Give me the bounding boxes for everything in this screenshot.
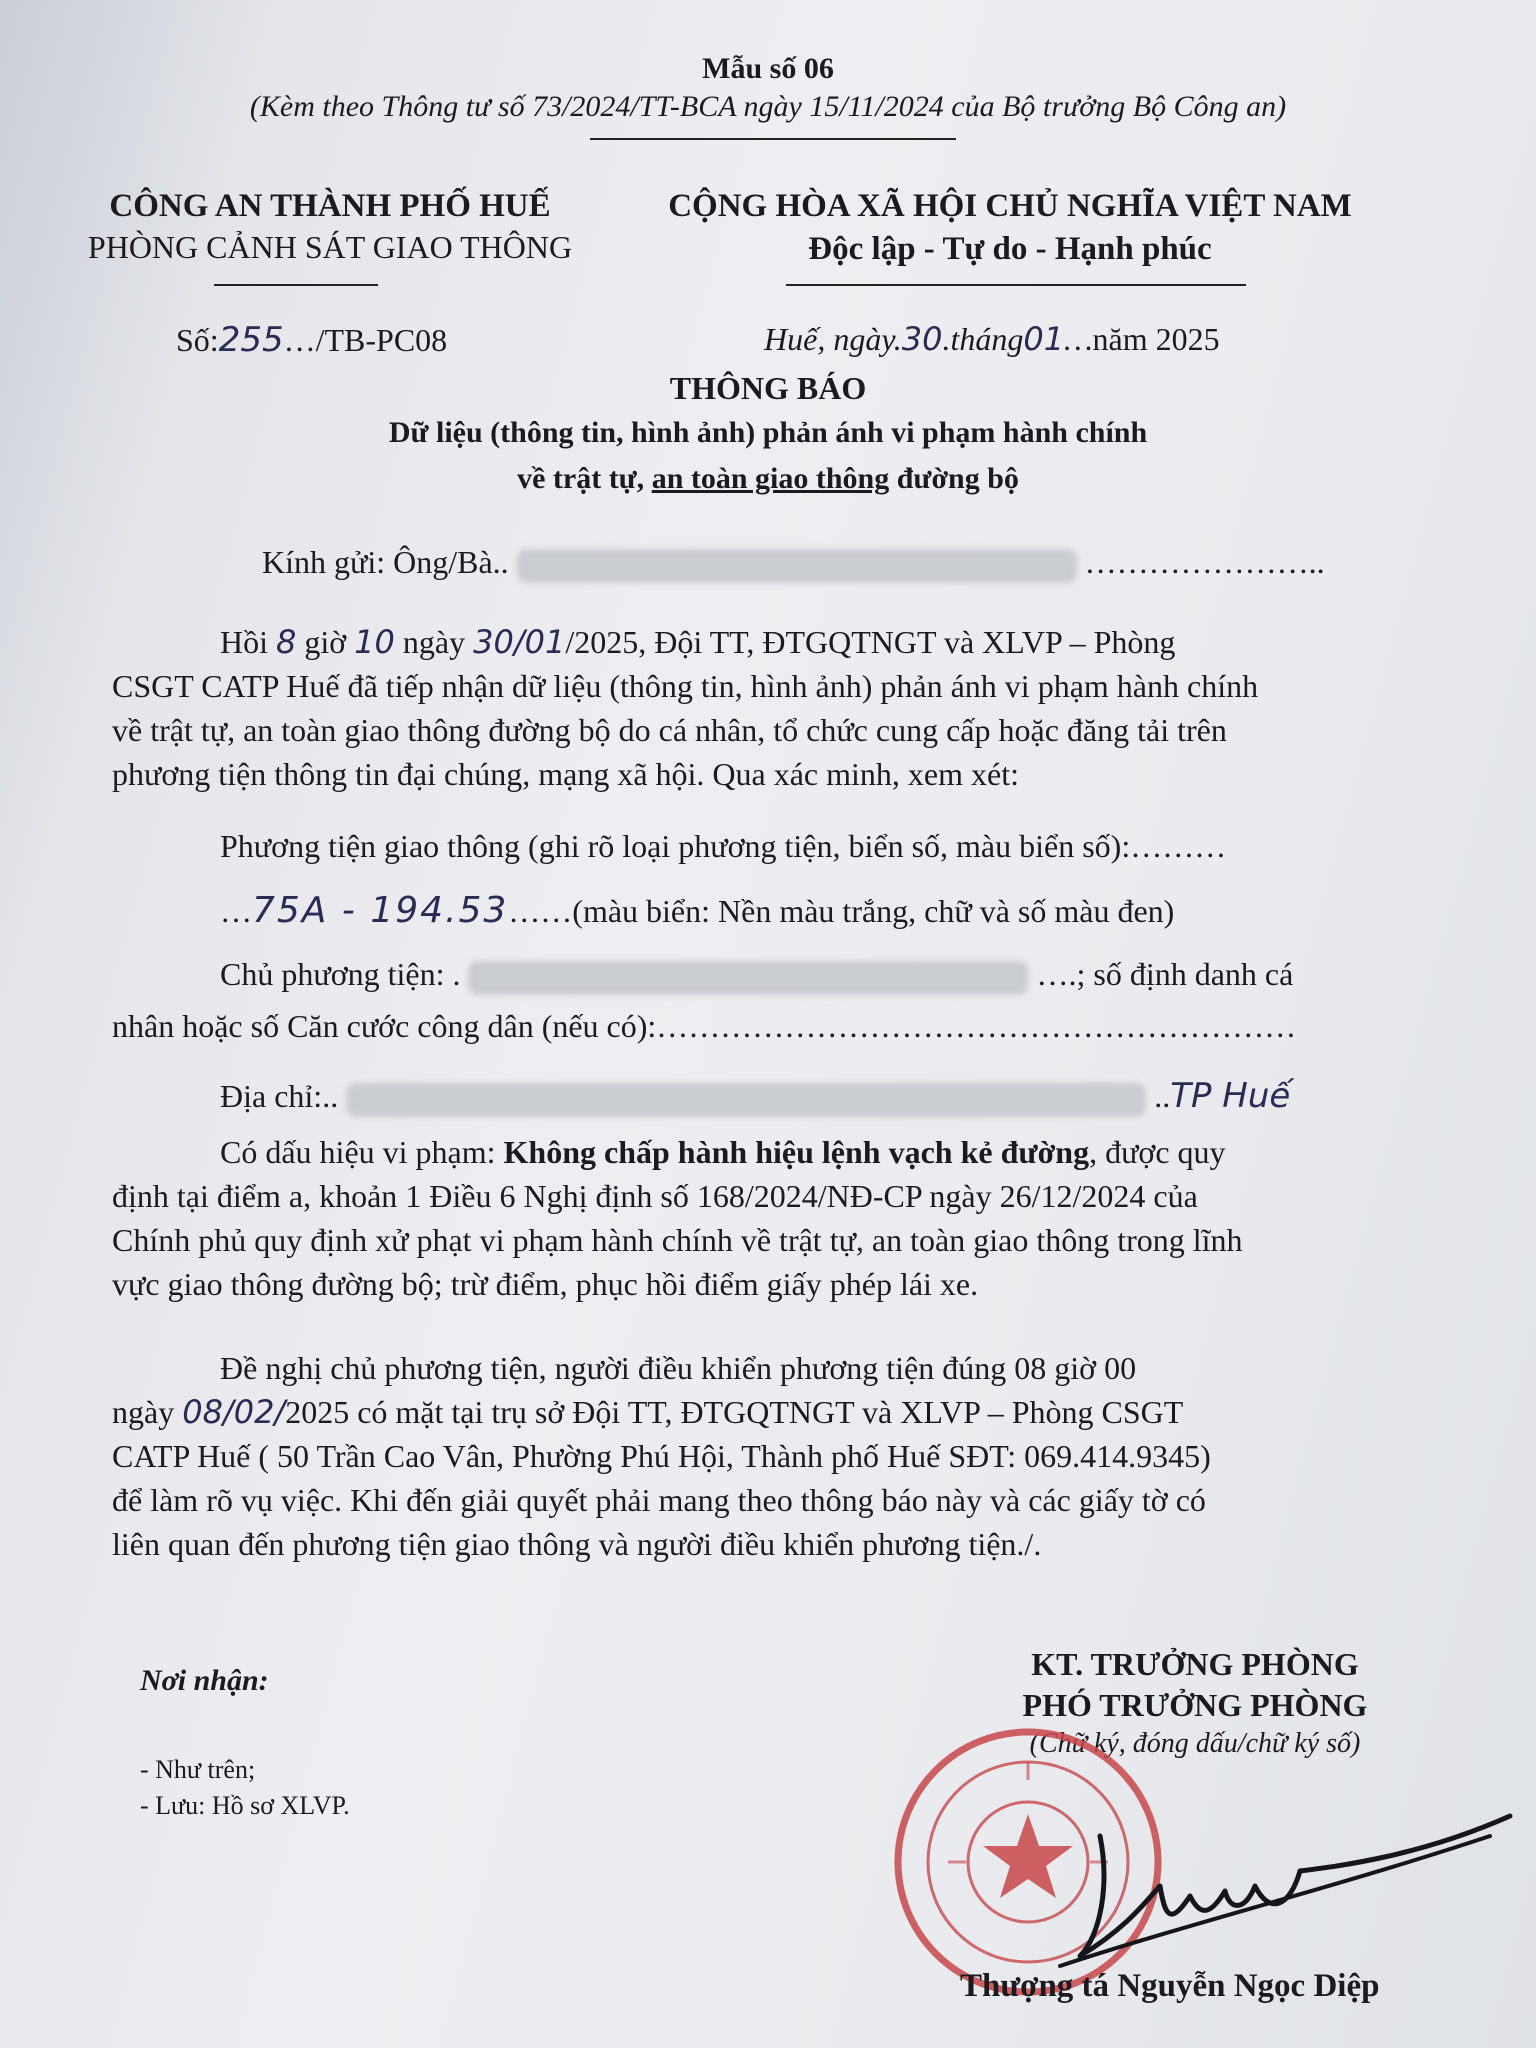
redacted-owner — [468, 961, 1028, 995]
owner-label: Chủ phương tiện: . — [220, 956, 461, 992]
violation-text-b: , được quy — [1089, 1134, 1226, 1170]
agency-name: CÔNG AN THÀNH PHỐ HUẾ — [109, 188, 551, 224]
recipients-list — [140, 1752, 350, 1824]
recipient-line — [262, 544, 1325, 583]
right-header — [630, 188, 1390, 268]
date-month-label: tháng — [950, 321, 1024, 357]
divider — [786, 284, 1246, 286]
recipient-label: Kính gửi: Ông/Bà.. — [262, 544, 509, 580]
divider — [214, 284, 378, 286]
owner-id-line: nhân hoặc số Căn cước công dân (nếu có):…………………………………………………… — [112, 1008, 1297, 1044]
address-line: Địa chỉ:.. ..TP Huế — [220, 1076, 1291, 1116]
vehicle-plate-line: …75A - 194.53……(màu biển: Nền màu trắng, chữ và số màu đen) — [220, 890, 1175, 931]
recipients-title: Nơi nhận: — [140, 1664, 269, 1697]
document-number: Số:255…/TB-PC08 — [176, 320, 448, 360]
appointment-date-handwritten: 08/02/ — [182, 1393, 286, 1431]
p1-text-b: giờ — [296, 624, 355, 660]
signer-title-2: PHÓ TRƯỞNG PHÒNG — [1022, 1687, 1368, 1723]
violation-line-2: định tại điểm a, khoản 1 Điều 6 Nghị định số 168/2024/NĐ-CP ngày 26/12/2024 của — [112, 1178, 1198, 1214]
signer-title-1: KT. TRƯỞNG PHÒNG — [1031, 1646, 1359, 1682]
vehicle-label: Phương tiện giao thông (ghi rõ loại phương tiện, biển số, màu biển số):……… — [220, 828, 1227, 864]
address-handwritten: TP Huế — [1170, 1076, 1291, 1116]
owner-after-text: ….; số định danh cá — [1036, 956, 1294, 992]
address-label: Địa chỉ:.. — [220, 1078, 339, 1114]
recipient-item-1: - Như trên; — [140, 1755, 256, 1784]
violation-line-3: Chính phủ quy định xử phạt vi phạm hành chính về trật tự, an toàn giao thông trong lĩnh — [112, 1222, 1243, 1258]
request-text-a: ngày — [112, 1394, 183, 1430]
signature-icon — [1040, 1776, 1520, 1996]
motto: Độc lập - Tự do - Hạnh phúc — [808, 231, 1212, 267]
paragraph-receipt — [112, 620, 1400, 796]
p1-minute-handwritten: 10 — [354, 623, 395, 661]
license-plate-handwritten: 75A - 194.53 — [252, 890, 509, 931]
violation-description: Không chấp hành hiệu lệnh vạch kẻ đường — [503, 1134, 1090, 1170]
date-prefix: Huế, ngày — [764, 321, 894, 357]
left-header — [40, 188, 620, 266]
p1-text-d: /2025, Đội TT, ĐTGQTNGT và XLVP – Phòng — [565, 624, 1176, 660]
p1-hour-handwritten: 8 — [276, 623, 297, 661]
form-attached-note: (Kèm theo Thông tư số 73/2024/TT-BCA ngày 15/11/2024 của Bộ trưởng Bộ Công an) — [249, 90, 1287, 123]
p1-line-3: về trật tự, an toàn giao thông đường bộ do cá nhân, tổ chức cung cấp hoặc đăng tải trên — [112, 712, 1227, 748]
p1-text-a: Hồi — [220, 624, 276, 660]
form-number: Mẫu số 06 — [702, 52, 834, 85]
owner-line — [220, 956, 1293, 995]
date-month-handwritten: 01 — [1023, 320, 1065, 358]
issue-date: Huế, ngày.30.tháng01…năm 2025 — [764, 320, 1220, 358]
document-subtitle-1: Dữ liệu (thông tin, hình ảnh) phản ánh vi phạm hành chính — [388, 416, 1148, 449]
request-line-1: Đề nghị chủ phương tiện, người điều khiển phương tiện đúng 08 giờ 00 — [220, 1350, 1137, 1386]
recipient-dots: ………………….. — [1084, 544, 1325, 580]
p1-date-handwritten: 30/01 — [473, 623, 566, 661]
p1-text-c: ngày — [394, 624, 474, 660]
subtitle-part-1: về trật tự, — [517, 462, 652, 495]
request-line-5: liên quan đến phương tiện giao thông và người điều khiển phương tiện./. — [112, 1526, 1042, 1562]
divider — [590, 138, 956, 140]
p1-line-4: phương tiện thông tin đại chúng, mạng xã hội. Qua xác minh, xem xét: — [112, 756, 1019, 792]
country-name: CỘNG HÒA XÃ HỘI CHỦ NGHĨA VIỆT NAM — [668, 188, 1352, 224]
violation-line-4: vực giao thông đường bộ; trừ điểm, phục hồi điểm giấy phép lái xe. — [112, 1266, 979, 1302]
subtitle-part-2: an toàn giao thông — [651, 462, 890, 495]
document-subtitle-2 — [0, 462, 1536, 496]
doc-no-prefix: Số: — [176, 322, 219, 358]
doc-no-suffix: /TB-PC08 — [315, 322, 448, 358]
subtitle-part-3: đường bộ — [889, 462, 1019, 495]
department-name: PHÒNG CẢNH SÁT GIAO THÔNG — [87, 229, 573, 265]
doc-no-handwritten: 255 — [218, 320, 284, 360]
redacted-address — [346, 1083, 1146, 1117]
request-line-4: để làm rõ vụ việc. Khi đến giải quyết phải mang theo thông báo này và các giấy tờ có — [112, 1482, 1206, 1518]
request-text-b: 2025 có mặt tại trụ sở Đội TT, ĐTGQTNGT và XLVP – Phòng CSGT — [285, 1394, 1184, 1430]
recipient-item-2: - Lưu: Hồ sơ XLVP. — [140, 1791, 350, 1820]
signer-name: Thượng tá Nguyễn Ngọc Diệp — [960, 1968, 1380, 2004]
redacted-name — [517, 549, 1077, 583]
plate-color-text: ……(màu biển: Nền màu trắng, chữ và số màu đen) — [508, 893, 1175, 929]
document-title: THÔNG BÁO — [669, 370, 867, 406]
p1-line-2: CSGT CATP Huế đã tiếp nhận dữ liệu (thông tin, hình ảnh) phản ánh vi phạm hành chính — [112, 668, 1259, 704]
paragraph-request — [112, 1346, 1400, 1566]
date-day-handwritten: 30 — [901, 320, 943, 358]
violation-text-a: Có dấu hiệu vi phạm: — [220, 1134, 504, 1170]
date-year: năm 2025 — [1092, 321, 1220, 357]
signature-note: (Chữ ký, đóng dấu/chữ ký số) — [1029, 1728, 1361, 1759]
paragraph-violation — [112, 1130, 1400, 1306]
request-line-3: CATP Huế ( 50 Trần Cao Vân, Phường Phú Hội, Thành phố Huế SĐT: 069.414.9345) — [112, 1438, 1211, 1474]
